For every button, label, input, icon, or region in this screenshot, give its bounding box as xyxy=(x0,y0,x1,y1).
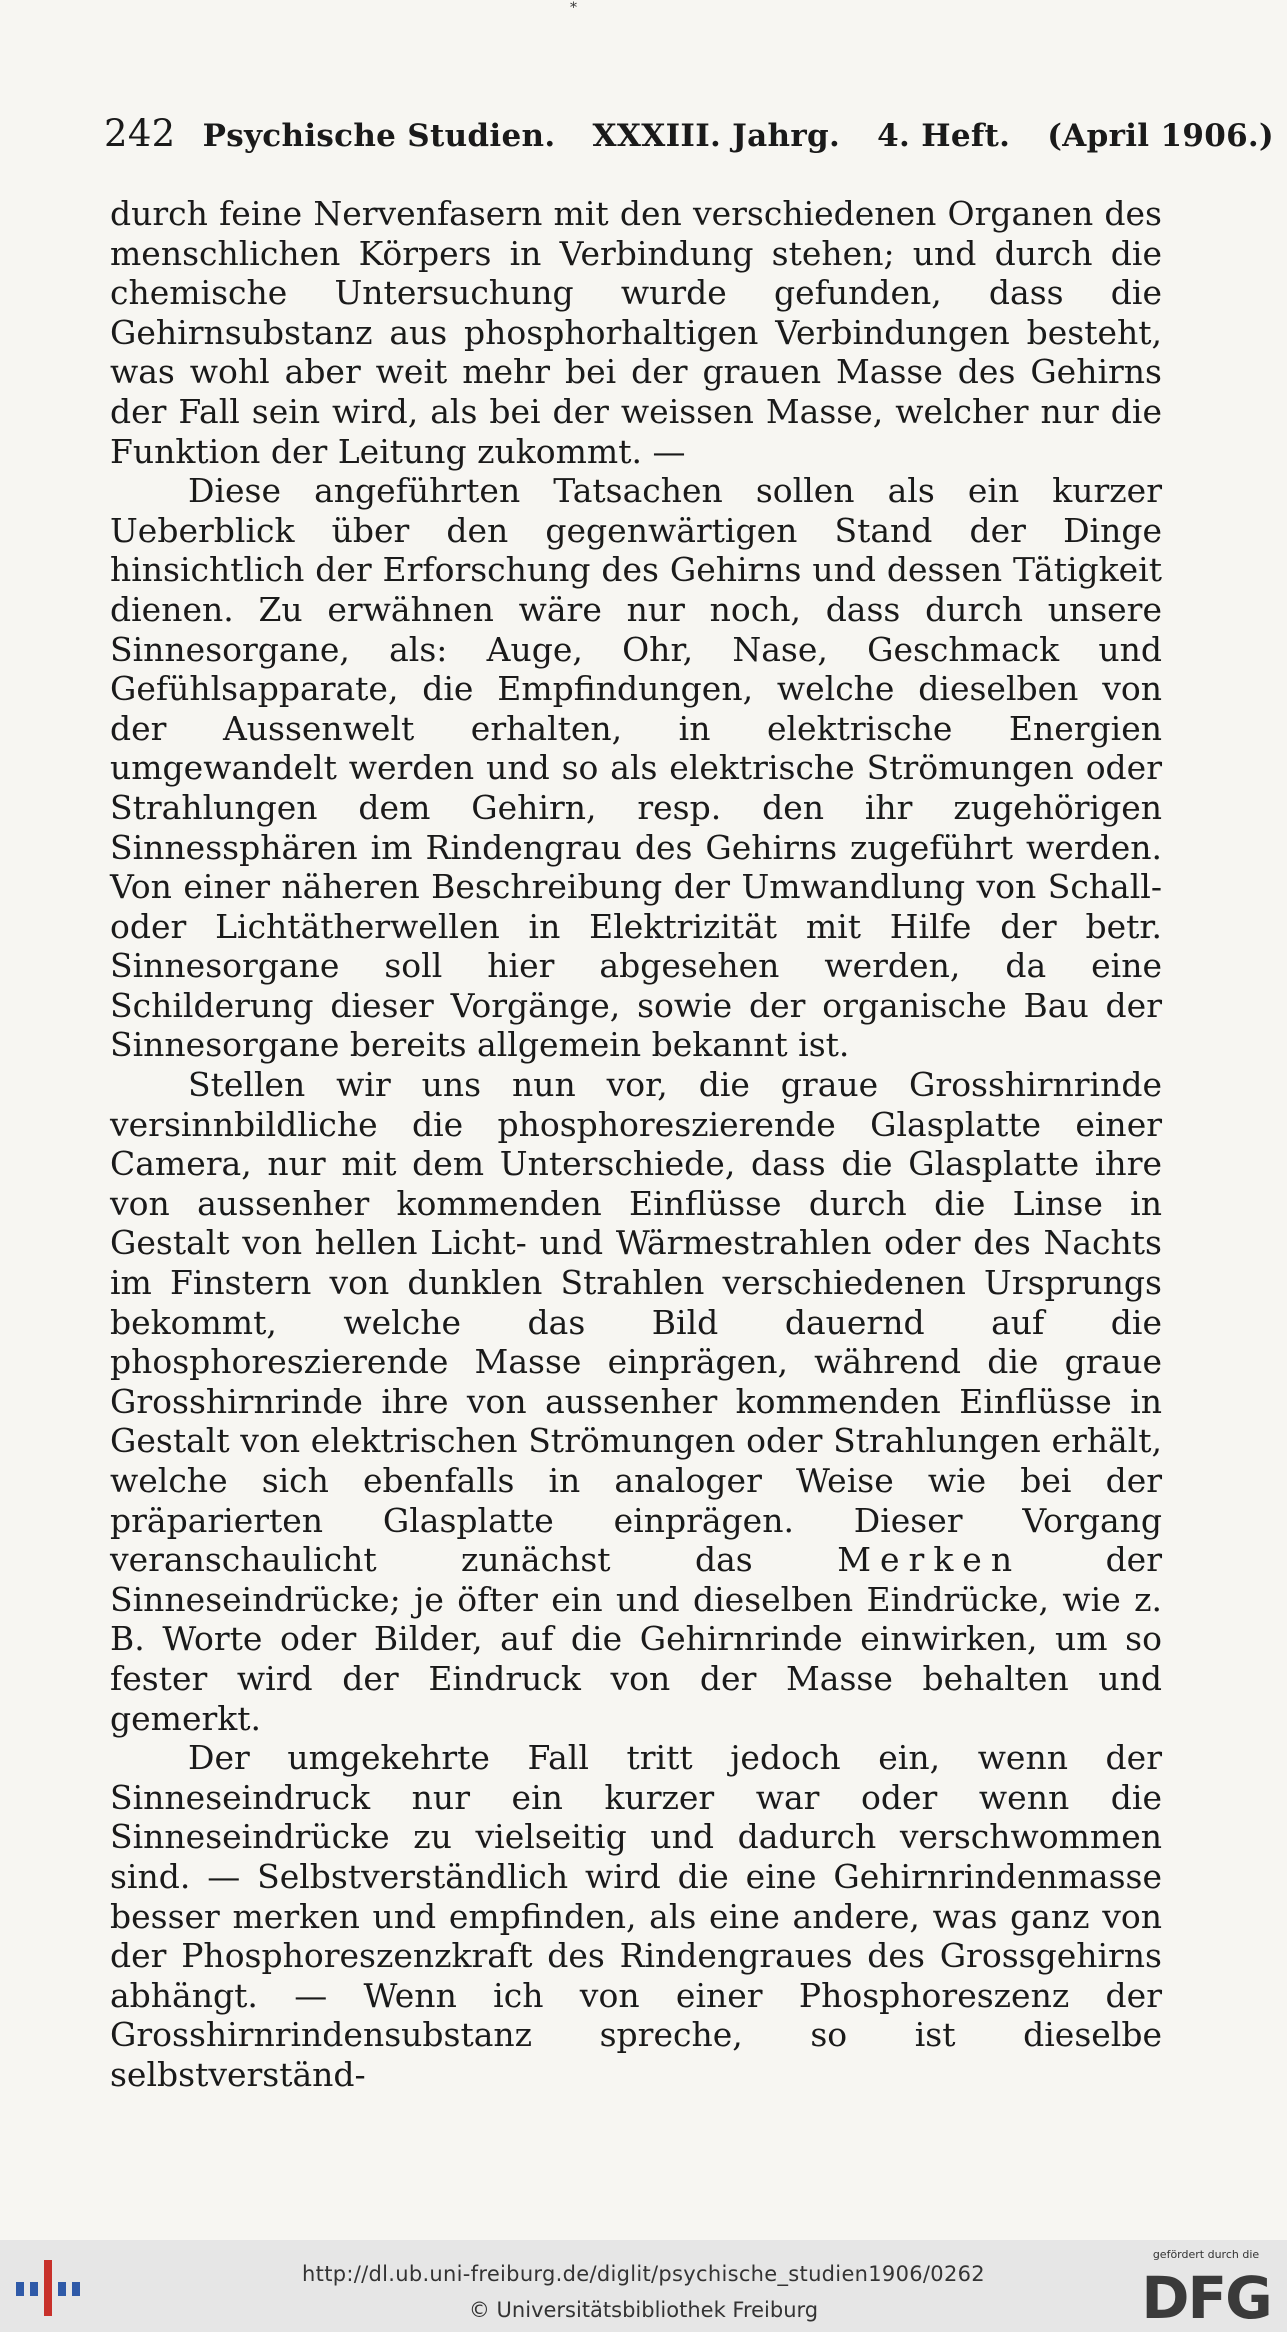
paragraph-3-part-a: Stellen wir uns nun vor, die graue Grosshirnrinde versinnbildliche die phosphoreszierende Glasplatte einer Camera, nur mit dem Unterschiede, dass die Glasplatte ihre von aussenher kommenden Einflüsse durch die Linse in Gestalt von hellen Licht- und Wärmestrahlen oder des Nachts im Finstern von dunklen Strahlen verschiedenen Ursprungs bekommt, welche das Bild dauernd auf die phosphoreszierende Masse einprägen, während die graue Grosshirnrinde ihre von aussenher kommenden Einflüsse in Gestalt von elektrischen Strömungen oder Strahlungen erhält, welche sich ebenfalls in analoger Weise wie bei der präparierten Glasplatte einprägen. Dieser Vorgang veranschaulicht zunächst das xyxy=(110,1065,1162,1580)
issue-date: (April 1906.) xyxy=(1047,118,1274,154)
volume-label: XXXIII. Jahrg. xyxy=(592,118,841,154)
dfg-caption: gefördert durch die xyxy=(1152,2248,1260,2261)
footer-bar xyxy=(0,2240,1287,2332)
paragraph-3-part-b: der Sinneseindrücke; je öfter ein und dieselben Eindrücke, wie z. B. Worte oder Bilder, auf die Gehirnrinde einwirken, um so fester wird der Eindruck von der Masse behalten und gemerkt. xyxy=(110,1540,1162,1738)
source-url-link[interactable]: http://dl.ub.uni-freiburg.de/diglit/psychische_studien1906/0262 xyxy=(302,2262,985,2286)
paragraph-3 xyxy=(110,1065,1162,1738)
dfg-funding-badge xyxy=(1136,2248,1276,2330)
dfg-logo-text: DFG xyxy=(1141,2264,1271,2328)
issue-label: 4. Heft. xyxy=(877,118,1011,154)
running-header xyxy=(104,112,1274,155)
paragraph-4: Der umgekehrte Fall tritt jedoch ein, wenn der Sinneseindruck nur ein kurzer war oder wenn die Sinneseindrücke zu vielseitig und dadurch verschwommen sind. — Selbstverständlich wird die eine Gehirnrindenmasse besser merken und empfinden, als eine andere, was ganz von der Phosphoreszenzkraft des Rindengraues des Grossgehirns abhängt. — Wenn ich von einer Phosphoreszenz der Grosshirnrindensubstanz spreche, so ist dieselbe selbstverständ- xyxy=(110,1738,1162,2094)
page-number: 242 xyxy=(104,112,176,155)
emphasized-word: Merken xyxy=(837,1540,1022,1580)
body-text xyxy=(110,194,1162,2095)
copyright-notice: © Universitätsbibliothek Freiburg xyxy=(468,2298,819,2322)
dfg-logo-icon xyxy=(1140,2262,1272,2328)
journal-title: Psychische Studien. xyxy=(202,118,556,154)
scan-mark: * xyxy=(570,0,577,16)
paragraph-1: durch feine Nervenfasern mit den verschiedenen Organen des menschlichen Körpers in Verbindung stehen; und durch die chemische Untersuchung wurde gefunden, dass die Gehirnsubstanz aus phosphorhaltigen Verbindungen besteht, was wohl aber weit mehr bei der grauen Masse des Gehirns der Fall sein wird, als bei der weissen Masse, welcher nur die Funktion der Leitung zukommt. — xyxy=(110,194,1162,471)
paragraph-2: Diese angeführten Tatsachen sollen als ein kurzer Ueberblick über den gegenwärtigen Stand der Dinge hinsichtlich der Erforschung des Gehirns und dessen Tätigkeit dienen. Zu erwähnen wäre nur noch, dass durch unsere Sinnesorgane, als: Auge, Ohr, Nase, Geschmack und Gefühlsapparate, die Empfindungen, welche dieselben von der Aussenwelt erhalten, in elektrische Energien umgewandelt werden und so als elektrische Strömungen oder Strahlungen dem Gehirn, resp. den ihr zugehörigen Sinnessphären im Rindengrau des Gehirns zugeführt werden. Von einer näheren Beschreibung der Umwandlung von Schall- oder Lichtätherwellen in Elektrizität mit Hilfe der betr. Sinnesorgane soll hier abgesehen werden, da eine Schilderung dieser Vorgänge, sowie der organische Bau der Sinnesorgane bereits allgemein bekannt ist. xyxy=(110,471,1162,1065)
